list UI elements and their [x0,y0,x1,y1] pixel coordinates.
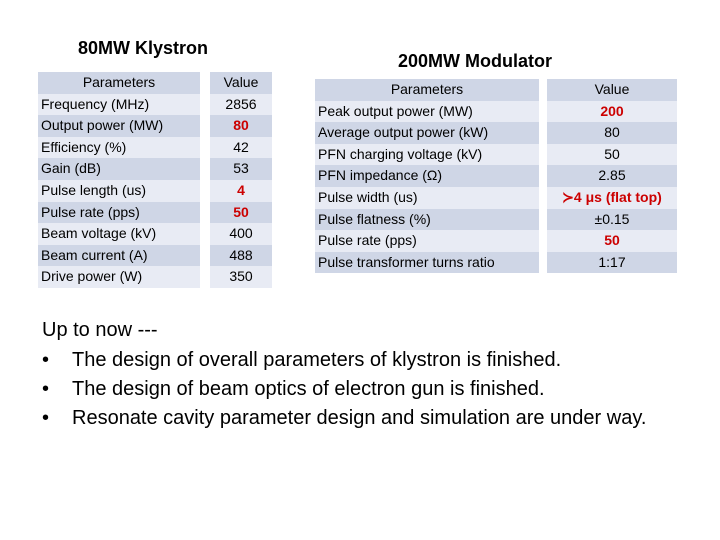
column-gap [539,79,547,101]
parameter-value: 80 [547,122,677,144]
notes-item [42,346,682,375]
parameter-name: Pulse rate (pps) [38,202,200,224]
notes-item-text: The design of overall parameters of klystron is finished. [72,349,562,371]
modulator-row [315,187,677,209]
klystron-row [38,202,272,224]
klystron-title: 80MW Klystron [78,38,209,58]
parameter-column-header: Parameters [315,79,539,101]
klystron-row [38,115,272,137]
parameter-value: 42 [210,137,272,159]
column-gap [539,144,547,166]
progress-notes [42,316,682,433]
parameter-value: ≻4 μs (flat top) [547,187,677,209]
klystron-row [38,266,272,288]
column-gap [200,223,210,245]
modulator-row [315,165,677,187]
column-gap [539,187,547,209]
parameter-value: 1:17 [547,252,677,274]
notes-item-text: Resonate cavity parameter design and simulation are under way. [72,407,647,429]
parameter-name: Beam voltage (kV) [38,223,200,245]
column-gap [539,230,547,252]
parameter-name: Beam current (A) [38,245,200,267]
parameter-name: Pulse flatness (%) [315,209,539,231]
klystron-row [38,137,272,159]
parameter-value: 350 [210,266,272,288]
parameter-name: Average output power (kW) [315,122,539,144]
modulator-row [315,144,677,166]
parameter-value: ±0.15 [547,209,677,231]
column-gap [200,94,210,116]
column-gap [200,158,210,180]
parameter-value: 80 [210,115,272,137]
column-gap [200,202,210,224]
parameter-value: 4 [210,180,272,202]
column-gap [200,180,210,202]
parameter-name: Pulse width (us) [315,187,539,209]
parameter-name: Pulse transformer turns ratio [315,252,539,274]
bullet-icon: • [42,349,50,371]
parameter-value: 200 [547,101,677,123]
parameter-value: 488 [210,245,272,267]
parameter-value: 50 [547,144,677,166]
klystron-row [38,245,272,267]
modulator-row [315,230,677,252]
klystron-row [38,158,272,180]
klystron-header-row [38,72,272,94]
modulator-header-row [315,79,677,101]
klystron-row [38,94,272,116]
parameter-value: 400 [210,223,272,245]
column-gap [539,101,547,123]
column-gap [200,115,210,137]
parameter-name: Output power (MW) [38,115,200,137]
notes-item-text: The design of beam optics of electron gun is finished. [72,378,545,400]
column-gap [539,122,547,144]
column-gap [539,209,547,231]
modulator-row [315,101,677,123]
value-column-header: Value [547,79,677,101]
parameter-name: Pulse rate (pps) [315,230,539,252]
parameter-name: PFN impedance (Ω) [315,165,539,187]
parameter-name: Gain (dB) [38,158,200,180]
notes-lead: Up to now --- [42,319,158,341]
parameter-name: Frequency (MHz) [38,94,200,116]
column-gap [539,165,547,187]
parameter-name: Efficiency (%) [38,137,200,159]
parameter-value: 2.85 [547,165,677,187]
column-gap [200,72,210,94]
column-gap [539,252,547,274]
modulator-row [315,122,677,144]
modulator-parameter-table [315,79,677,273]
column-gap [200,137,210,159]
klystron-row [38,223,272,245]
parameter-name: Drive power (W) [38,266,200,288]
parameter-name: Peak output power (MW) [315,101,539,123]
parameter-value: 50 [547,230,677,252]
modulator-row [315,252,677,274]
parameter-value: 2856 [210,94,272,116]
value-column-header: Value [210,72,272,94]
notes-item [42,404,682,433]
notes-list [42,346,682,433]
column-gap [200,266,210,288]
parameter-value: 50 [210,202,272,224]
bullet-icon: • [42,407,50,429]
modulator-row [315,209,677,231]
klystron-row [38,180,272,202]
bullet-icon: • [42,378,50,400]
parameter-column-header: Parameters [38,72,200,94]
modulator-title: 200MW Modulator [398,51,553,71]
parameter-name: Pulse length (us) [38,180,200,202]
parameter-name: PFN charging voltage (kV) [315,144,539,166]
notes-item [42,375,682,404]
column-gap [200,245,210,267]
klystron-parameter-table [38,72,272,288]
parameter-value: 53 [210,158,272,180]
